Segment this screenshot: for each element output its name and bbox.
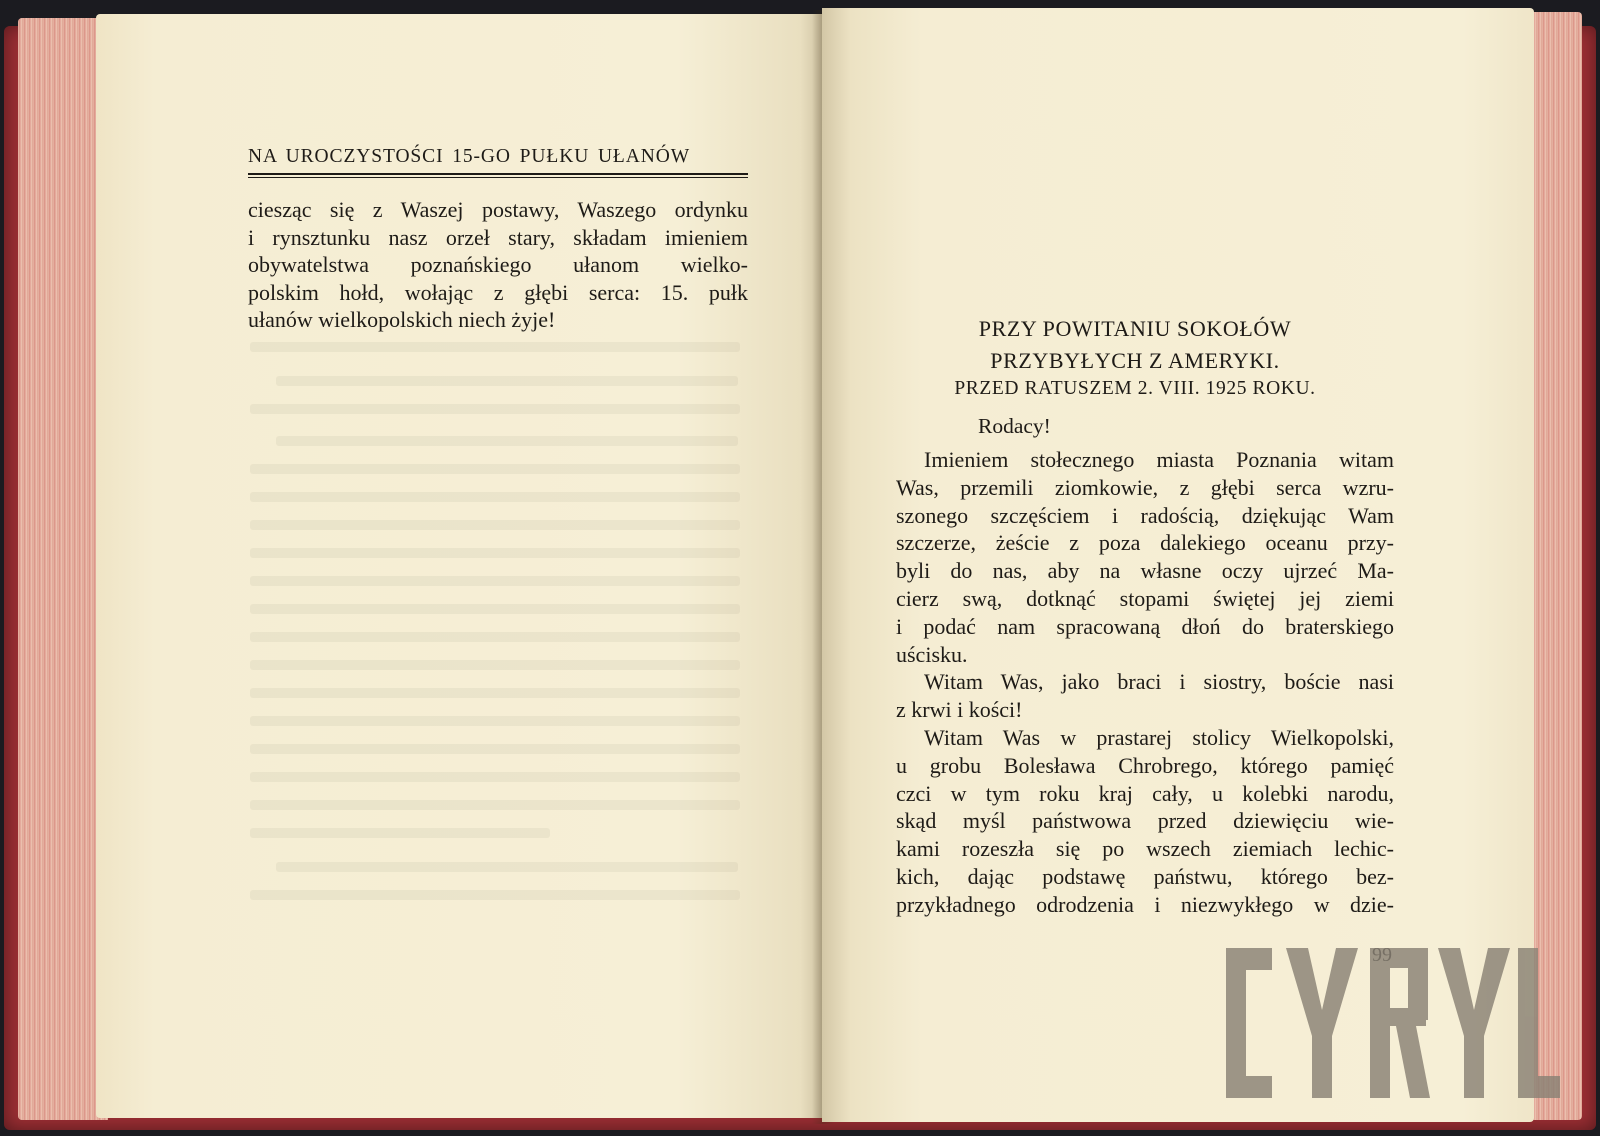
- text-line: kich, dając podstawę państwu, którego bez-: [896, 863, 1394, 889]
- text-line: Witam Was w prastarej stolicy Wielkopolski,: [924, 724, 1394, 750]
- text-line: u grobu Bolesława Chrobrego, którego pamięć: [896, 752, 1394, 778]
- text-line: szczerze, żeście z poza dalekiego oceanu przy-: [896, 530, 1394, 556]
- text-line: czci w tym roku kraj cały, u kolebki narodu,: [896, 780, 1394, 806]
- text-line: polskim hołd, wołając z głębi serca: 15. pułk: [248, 279, 748, 305]
- text-line: uścisku.: [896, 641, 968, 667]
- text-line: ułanów wielkopolskich niech żyje!: [248, 307, 556, 332]
- chapter-title-line-1: PRZY POWITANIU SOKOŁÓW: [978, 316, 1292, 341]
- chapter-title-line-2: PRZYBYŁYCH Z AMERYKI.: [990, 348, 1280, 373]
- cyryl-watermark-logo: [1224, 948, 1560, 1098]
- text-line: i rynsztunku nasz orzeł stary, składam imieniem: [248, 224, 748, 250]
- text-line: byli do nas, aby na własne oczy ujrzeć Ma-: [896, 558, 1394, 584]
- salutation: Rodacy!: [978, 414, 1051, 438]
- left-page-edges: [18, 18, 108, 1120]
- text-line: Imieniem stołecznego miasta Poznania witam: [924, 447, 1394, 472]
- text-line: Witam Was, jako braci i siostry, boście nasi: [924, 669, 1394, 695]
- running-head: NA UROCZYSTOŚCI 15-GO PUŁKU UŁANÓW: [248, 146, 690, 167]
- text-line: obywatelstwa poznańskiego ułanom wielko-: [248, 252, 748, 277]
- text-line: kami rozeszła się po wszech ziemiach lechic-: [896, 836, 1394, 862]
- text-line: i podać nam spracowaną dłoń do braterskiego: [896, 613, 1394, 639]
- text-line: skąd myśl państwowa przed dziewięciu wie-: [896, 808, 1394, 834]
- left-page: [96, 14, 822, 1118]
- text-line: ciesząc się z Waszej postawy, Waszego ordynku: [248, 197, 748, 222]
- text-line: z krwi i kości!: [896, 697, 1023, 723]
- header-rule-thin: [248, 177, 748, 178]
- text-line: przykładnego odrodzenia i niezwykłego w dzie-: [896, 891, 1394, 917]
- header-rule-thick: [248, 173, 748, 175]
- right-page-body: [896, 446, 1394, 919]
- text-line: Was, przemili ziomkowie, z głębi serca wzru-: [896, 474, 1394, 500]
- left-page-body: [248, 196, 748, 334]
- text-line: cierz swą, dotknąć stopami świętej jej ziemi: [896, 585, 1394, 611]
- chapter-subtitle: PRZED RATUSZEM 2. VIII. 1925 ROKU.: [954, 378, 1316, 399]
- text-line: szonego szczęściem i radością, dziękując Wam: [896, 502, 1394, 528]
